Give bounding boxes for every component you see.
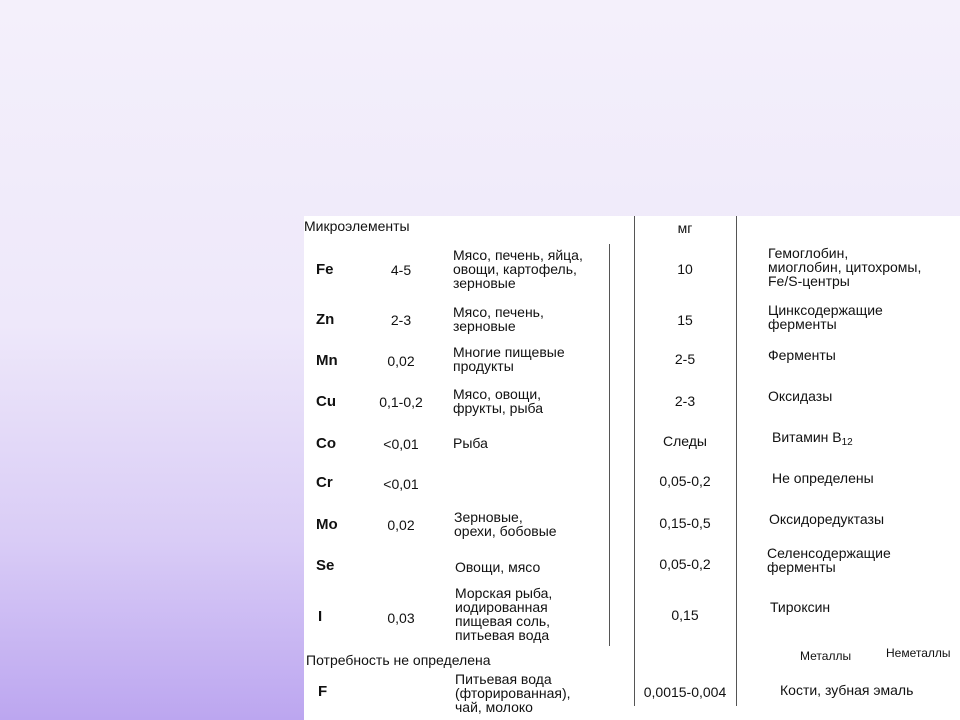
element-function — [772, 430, 853, 450]
element-daily-need: Следы — [663, 433, 707, 449]
element-symbol: Co — [316, 435, 336, 452]
column-divider-daily-right — [736, 216, 737, 706]
section-header: Микроэлементы — [304, 218, 410, 234]
element-amount: 4-5 — [390, 262, 412, 278]
micronutrient-table — [304, 216, 960, 720]
element-function: Оксидазы — [768, 388, 833, 404]
element-amount: <0,01 — [383, 436, 419, 452]
element-function: Оксидоредуктазы — [769, 511, 885, 527]
element-symbol: Cu — [316, 393, 336, 410]
unit-label: мг — [677, 220, 693, 236]
element-sources: Морская рыба, иодированная пищевая соль, питьевая вода — [455, 585, 553, 643]
element-amount: 0,1-0,2 — [379, 394, 423, 410]
element-sources: Мясо, овощи, фрукты, рыба — [453, 386, 544, 416]
element-daily-need: 2-3 — [674, 393, 696, 409]
element-daily-need: 0,05-0,2 — [659, 556, 711, 572]
element-sources: Овощи, мясо — [455, 559, 541, 575]
element-function-subscript: 12 — [841, 437, 853, 448]
element-function: Цинксодержащие ферменты — [768, 302, 883, 332]
element-amount: 0,03 — [387, 610, 415, 626]
element-amount: 0,02 — [387, 353, 415, 369]
element-amount: 2-3 — [390, 312, 412, 328]
element-symbol: F — [318, 683, 328, 700]
element-symbol: Mo — [316, 516, 338, 533]
element-sources: Мясо, печень, яйца, овощи, картофель, зерновые — [453, 247, 583, 291]
element-symbol: I — [318, 608, 323, 625]
element-symbol: Se — [316, 557, 335, 574]
element-daily-need: 15 — [677, 312, 693, 328]
element-daily-need: 0,05-0,2 — [659, 473, 711, 489]
element-sources: Питьевая вода (фторированная), чай, молоко — [455, 671, 571, 715]
element-daily-need: 0,15-0,5 — [659, 515, 711, 531]
element-sources: Зерновые, орехи, бобовые — [454, 509, 557, 539]
column-divider-daily-left — [634, 216, 635, 706]
element-symbol: Mn — [316, 352, 338, 369]
element-function: Селенсодержащие ферменты — [767, 545, 891, 575]
element-daily-need: 10 — [677, 261, 693, 277]
element-daily-need: 0,15 — [671, 607, 699, 623]
legend-nonmetals: Неметаллы — [886, 646, 951, 660]
element-amount: 0,02 — [387, 517, 415, 533]
element-function: Ферменты — [768, 347, 836, 363]
element-daily-need: 2-5 — [674, 351, 696, 367]
element-function: Тироксин — [770, 599, 831, 615]
element-symbol: Zn — [316, 311, 335, 328]
element-sources: Рыба — [453, 435, 488, 451]
element-function-text: Витамин B — [772, 429, 842, 445]
element-sources: Многие пищевые продукты — [453, 344, 565, 374]
element-amount: <0,01 — [383, 476, 419, 492]
element-sources: Мясо, печень, зерновые — [453, 304, 544, 334]
element-function: Не определены — [772, 470, 874, 486]
element-symbol: Fe — [316, 261, 334, 278]
element-symbol: Cr — [316, 474, 333, 491]
element-function: Кости, зубная эмаль — [780, 682, 914, 698]
element-function: Гемоглобин, миоглобин, цитохромы, Fe/S-центры — [768, 245, 922, 289]
element-daily-need: 0,0015-0,004 — [643, 684, 727, 700]
column-divider-sources — [609, 244, 610, 646]
undetermined-header: Потребность не определена — [306, 652, 491, 668]
legend-metals: Металлы — [800, 649, 852, 663]
